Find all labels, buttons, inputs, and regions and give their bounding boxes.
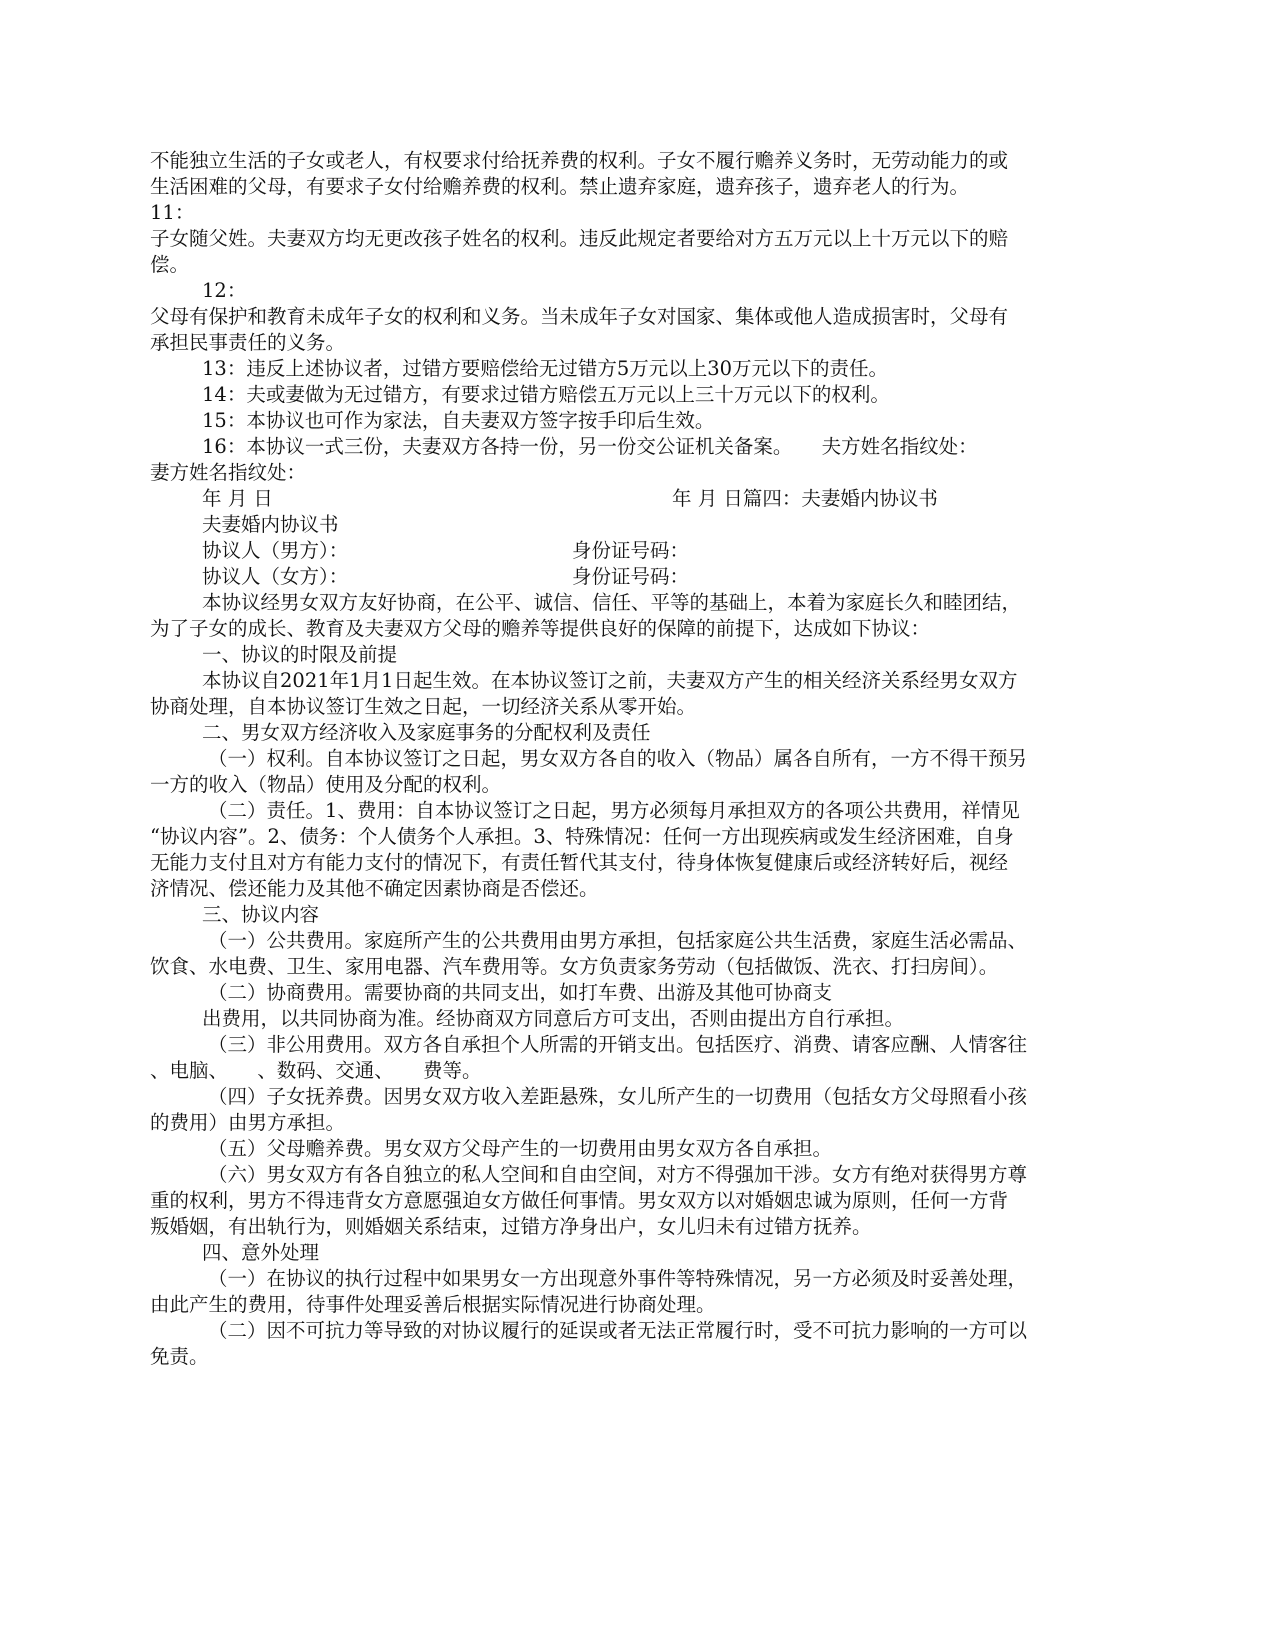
clause-line: 13：违反上述协议者，过错方要赔偿给无过错方5万元以上30万元以下的责任。 [202,357,889,380]
text-line: （六）男女双方有各自独立的私人空间和自由空间，对方不得强加干涉。女方有绝对获得男方尊 [208,1163,1028,1186]
party-female-label: 协议人（女方）： [202,565,349,588]
section-heading: 二、男女双方经济收入及家庭事务的分配权利及责任 [202,721,651,744]
text-line: （一）在协议的执行过程中如果男女一方出现意外事件等特殊情况，另一方必须及时妥善处理， [208,1267,1028,1290]
date-left: 年 月 日 [202,487,273,510]
text-line: 偿。 [150,253,190,276]
id-number-label: 身份证号码： [572,565,690,588]
section-heading: 一、协议的时限及前提 [202,643,398,666]
clause-number: 12： [202,279,247,302]
text-line: 由此产生的费用，待事件处理妥善后根据实际情况进行协商处理。 [150,1293,716,1316]
section-heading: 三、协议内容 [202,903,320,926]
party-row-female [150,564,1130,590]
text-line: （五）父母赡养费。男女双方父母产生的一切费用由男女双方各自承担。 [208,1137,833,1160]
text-line: 、电脑、 、数码、交通、 费等。 [150,1059,482,1082]
text-line: 父母有保护和教育未成年子女的权利和义务。当未成年子女对国家、集体或他人造成损害时，父母有 [150,305,1009,328]
clause-line: 16：本协议一式三份，夫妻双方各持一份，另一份交公证机关备案。 夫方姓名指纹处： [202,435,978,458]
text-line: 无能力支付且对方有能力支付的情况下，有责任暂代其支付，待身体恢复健康后或经济转好后，视经 [150,851,1009,874]
text-line: 饮食、水电费、卫生、家用电器、汽车费用等。女方负责家务劳动（包括做饭、洗衣、打扫房间）。 [150,955,999,978]
text-line: （二）因不可抗力等导致的对协议履行的延误或者无法正常履行时，受不可抗力影响的一方可以 [208,1319,1028,1342]
text-line: 不能独立生活的子女或老人，有权要求付给抚养费的权利。子女不履行赡养义务时，无劳动能力的或 [150,149,1009,172]
text-line: 叛婚姻，有出轨行为，则婚姻关系结束，过错方净身出户，女儿归未有过错方抚养。 [150,1215,872,1238]
text-line: 生活困难的父母，有要求子女付给赡养费的权利。禁止遗弃家庭，遗弃孩子，遗弃老人的行为。 [150,175,970,198]
text-line: “协议内容”。2、债务：个人债务个人承担。3、特殊情况：任何一方出现疾病或发生经济困难，自身 [150,825,1014,848]
text-line: 协商处理，自本协议签订生效之日起，一切经济关系从零开始。 [150,695,697,718]
date-right-and-section-title: 年 月 日篇四：夫妻婚内协议书 [672,487,938,510]
text-line: 子女随父姓。夫妻双方均无更改孩子姓名的权利。违反此规定者要给对方五万元以上十万元以下的赔 [150,227,1009,250]
text-line: （三）非公用费用。双方各自承担个人所需的开销支出。包括医疗、消费、请客应酬、人情客往 [208,1033,1028,1056]
clause-line: 14：夫或妻做为无过错方，有要求过错方赔偿五万元以上三十万元以下的权利。 [202,383,890,406]
clause-number: 11： [150,201,195,224]
party-male-label: 协议人（男方）： [202,539,349,562]
text-line: 的费用）由男方承担。 [150,1111,346,1134]
text-line: （四）子女抚养费。因男女双方收入差距悬殊，女儿所产生的一切费用（包括女方父母照看小孩 [208,1085,1028,1108]
party-row-male [150,538,1130,564]
text-line: （二）协商费用。需要协商的共同支出，如打车费、出游及其他可协商支 [208,981,833,1004]
document-title: 夫妻婚内协议书 [202,513,339,536]
text-line: 一方的收入（物品）使用及分配的权利。 [150,773,502,796]
text-line: 本协议自2021年1月1日起生效。在本协议签订之前，夫妻双方产生的相关经济关系经男女双方 [202,669,1018,692]
text-line: 本协议经男女双方友好协商，在公平、诚信、信任、平等的基础上，本着为家庭长久和睦团结， [202,591,1022,614]
id-number-label: 身份证号码： [572,539,690,562]
text-line: 出费用，以共同协商为准。经协商双方同意后方可支出，否则由提出方自行承担。 [202,1007,905,1030]
text-line: 承担民事责任的义务。 [150,331,346,354]
signature-label: 妻方姓名指纹处： [150,461,307,484]
text-line: （一）权利。自本协议签订之日起，男女双方各自的收入（物品）属各自所有，一方不得干预另 [208,747,1028,770]
text-line: 免责。 [150,1345,209,1368]
text-line: 重的权利，男方不得违背女方意愿强迫女方做任何事情。男女双方以对婚姻忠诚为原则，任何一方背 [150,1189,1009,1212]
date-row [150,486,1130,512]
text-line: 济情况、偿还能力及其他不确定因素协商是否偿还。 [150,877,599,900]
text-line: 为了子女的成长、教育及夫妻双方父母的赡养等提供良好的保障的前提下，达成如下协议： [150,617,931,640]
document-page [150,148,1130,1370]
text-line: （一）公共费用。家庭所产生的公共费用由男方承担，包括家庭公共生活费，家庭生活必需品、 [208,929,1028,952]
clause-line: 15：本协议也可作为家法，自夫妻双方签字按手印后生效。 [202,409,715,432]
section-heading: 四、意外处理 [202,1241,320,1264]
text-line: （二）责任。1、费用：自本协议签订之日起，男方必须每月承担双方的各项公共费用，祥情见 [208,799,1020,822]
